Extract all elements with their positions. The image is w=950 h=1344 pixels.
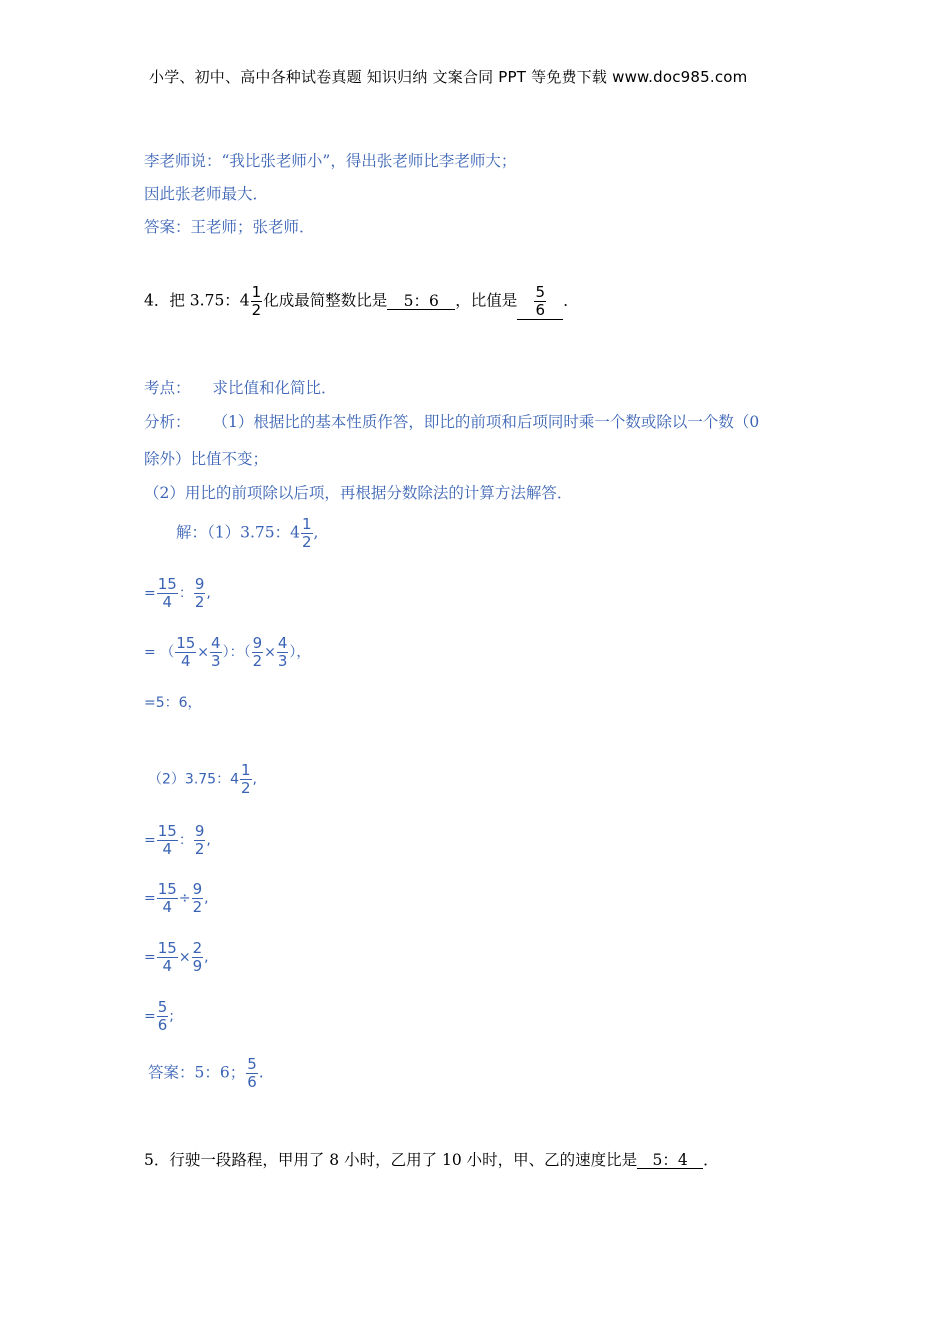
fraction-num: 9 bbox=[194, 822, 205, 840]
q5-answer: 5：4 bbox=[637, 1152, 703, 1169]
prev-solution-answer: 答案：王老师；张老师． bbox=[144, 218, 315, 236]
p2s3-frac-a bbox=[157, 940, 178, 975]
fraction-den: 6 bbox=[157, 1016, 168, 1034]
fraction-num: 4 bbox=[277, 634, 288, 652]
q4-answer-num: 5 bbox=[535, 283, 546, 301]
paren-open: （ bbox=[243, 644, 251, 661]
answer-fraction bbox=[246, 1056, 258, 1091]
answer-prefix: 答案：5：6； bbox=[148, 1063, 246, 1082]
step1-frac-b bbox=[194, 576, 206, 611]
q4-mixed-fraction bbox=[251, 284, 263, 319]
paren-open: （ bbox=[160, 644, 175, 661]
p2s3-frac-b bbox=[192, 940, 204, 975]
page-header: 小学、初中、高中各种试卷真题 知识归纳 文案合同 PPT 等免费下载 www.doc985.com bbox=[149, 68, 748, 86]
q4-middle: 化成最简整数比是 bbox=[263, 291, 388, 310]
eq-sign: = bbox=[144, 644, 156, 661]
fraction-den: 4 bbox=[162, 840, 173, 858]
paren-close: ） bbox=[222, 644, 230, 661]
step-end: , bbox=[204, 890, 209, 907]
q4-end: ． bbox=[563, 291, 579, 310]
solution-jie: 解：（1）3.75：4 bbox=[176, 523, 300, 542]
ratio-sep: ： bbox=[178, 585, 193, 602]
solution-part1: 解：（1）3.75：4 $\frac{1}{2}$ , bbox=[176, 515, 319, 551]
question-5 bbox=[144, 1148, 719, 1170]
fraction-den: 4 bbox=[162, 957, 173, 975]
q4-after-ratio: ，比值是 bbox=[455, 291, 518, 310]
paren-close: ） bbox=[289, 644, 297, 661]
p2s1-frac-b bbox=[194, 823, 206, 858]
prev-solution-line2: 因此张老师最大． bbox=[144, 185, 269, 203]
step2-frac-a bbox=[175, 635, 196, 670]
kaodian-line bbox=[144, 376, 337, 398]
solution-step1 bbox=[144, 576, 211, 611]
answer-end: . bbox=[258, 1063, 264, 1082]
times-sign: × bbox=[264, 644, 276, 661]
fraction-num: 15 bbox=[157, 822, 177, 840]
fraction-num: 4 bbox=[211, 634, 221, 652]
part2-step4 bbox=[144, 999, 174, 1034]
fraction-den: 2 bbox=[194, 593, 205, 611]
part2-step2 bbox=[144, 881, 209, 916]
step2-frac-m2 bbox=[277, 635, 289, 670]
fraction-num: 15 bbox=[157, 939, 177, 957]
fenxi-line2: （2）用比的前项除以后项，再根据分数除法的计算方法解答． bbox=[144, 484, 573, 502]
step-end: , bbox=[206, 832, 211, 849]
fraction-den: 2 bbox=[241, 779, 251, 797]
fraction-den: 9 bbox=[192, 957, 203, 975]
p2s1-frac-a bbox=[157, 823, 178, 858]
solution-answer bbox=[148, 1056, 264, 1091]
q4-answer-ratio: 5：6 bbox=[387, 293, 455, 310]
fraction-den: 4 bbox=[162, 593, 173, 611]
fraction-num: 9 bbox=[252, 634, 263, 652]
fraction-den: 4 bbox=[180, 652, 191, 670]
q4-mixed-den: 2 bbox=[251, 301, 262, 319]
step-end: , bbox=[204, 949, 209, 966]
q4-prefix: 4．把 3.75：4 bbox=[144, 291, 250, 310]
part2-frac bbox=[240, 762, 252, 797]
part2-step1 bbox=[144, 823, 211, 858]
fraction-num: 15 bbox=[176, 634, 196, 652]
p2s2-frac-b bbox=[192, 881, 204, 916]
fraction-num: 9 bbox=[192, 880, 203, 898]
fraction-den: 3 bbox=[211, 652, 221, 670]
eq-sign: = bbox=[144, 832, 156, 849]
fraction-num: 9 bbox=[194, 575, 205, 593]
times-sign: × bbox=[178, 949, 191, 966]
fraction-den: 2 bbox=[302, 533, 312, 551]
q4-answer-value bbox=[517, 284, 563, 320]
fenxi-text1: （1）根据比的基本性质作答，即比的前项和后项同时乘一个数或除以一个数（0 bbox=[212, 413, 760, 431]
fraction-den: 2 bbox=[194, 840, 205, 858]
times-sign: × bbox=[197, 644, 210, 661]
prev-solution-line1: 李老师说：“我比张老师小”，得出张老师比李老师大； bbox=[144, 152, 517, 170]
fraction-den: 3 bbox=[277, 652, 288, 670]
eq-sign: = bbox=[144, 1008, 156, 1025]
step1-frac-a bbox=[157, 576, 178, 611]
ratio-sep: ： bbox=[229, 644, 244, 661]
solution-part2: （2）3.75：4 $\frac{1}{2}$ , bbox=[148, 761, 257, 797]
q4-mixed-num: 1 bbox=[251, 283, 262, 301]
part2-label: （2）3.75：4 bbox=[148, 771, 239, 788]
solution-step2 bbox=[144, 635, 310, 670]
fraction-num: 15 bbox=[157, 880, 177, 898]
divide-sign: ÷ bbox=[178, 890, 191, 907]
q4-answer-den: 6 bbox=[535, 301, 546, 319]
step-end: ; bbox=[169, 1008, 174, 1025]
fraction-num: 2 bbox=[192, 939, 203, 957]
p2s2-frac-a bbox=[157, 881, 178, 916]
step-end: , bbox=[206, 585, 211, 602]
step2-frac-m bbox=[210, 635, 222, 670]
eq-sign: = bbox=[144, 949, 156, 966]
kaodian-text: 求比值和化简比． bbox=[212, 379, 337, 397]
fraction-num: 1 bbox=[302, 515, 312, 533]
fraction-den: 2 bbox=[192, 898, 203, 916]
fraction-den: 4 bbox=[162, 898, 173, 916]
kaodian-label: 考点： bbox=[144, 379, 191, 397]
ratio-sep: ： bbox=[178, 832, 193, 849]
fraction-den: 6 bbox=[247, 1073, 257, 1091]
solution-step3: =5：6， bbox=[144, 695, 202, 711]
q5-text: 5．行驶一段路程，甲用了 8 小时，乙用了 10 小时，甲、乙的速度比是 bbox=[144, 1151, 638, 1169]
fraction-den: 2 bbox=[252, 652, 263, 670]
fraction-num: 5 bbox=[247, 1055, 257, 1073]
step-end: ， bbox=[296, 644, 311, 661]
fraction-num: 15 bbox=[157, 575, 177, 593]
step2-frac-b bbox=[252, 635, 264, 670]
fraction-num: 1 bbox=[241, 761, 251, 779]
eq-sign: = bbox=[144, 585, 156, 602]
question-4 bbox=[144, 284, 579, 320]
solution-part1-frac bbox=[301, 516, 313, 551]
q5-end: ． bbox=[703, 1151, 719, 1169]
q4-answer-fraction bbox=[534, 284, 546, 319]
fenxi-line1 bbox=[144, 410, 759, 432]
p2s4-frac bbox=[157, 999, 169, 1034]
part2-step3 bbox=[144, 940, 209, 975]
eq-sign: = bbox=[144, 890, 156, 907]
fenxi-label: 分析： bbox=[144, 413, 191, 431]
fraction-num: 5 bbox=[157, 998, 168, 1016]
fenxi-line1b: 除外）比值不变； bbox=[144, 450, 269, 468]
